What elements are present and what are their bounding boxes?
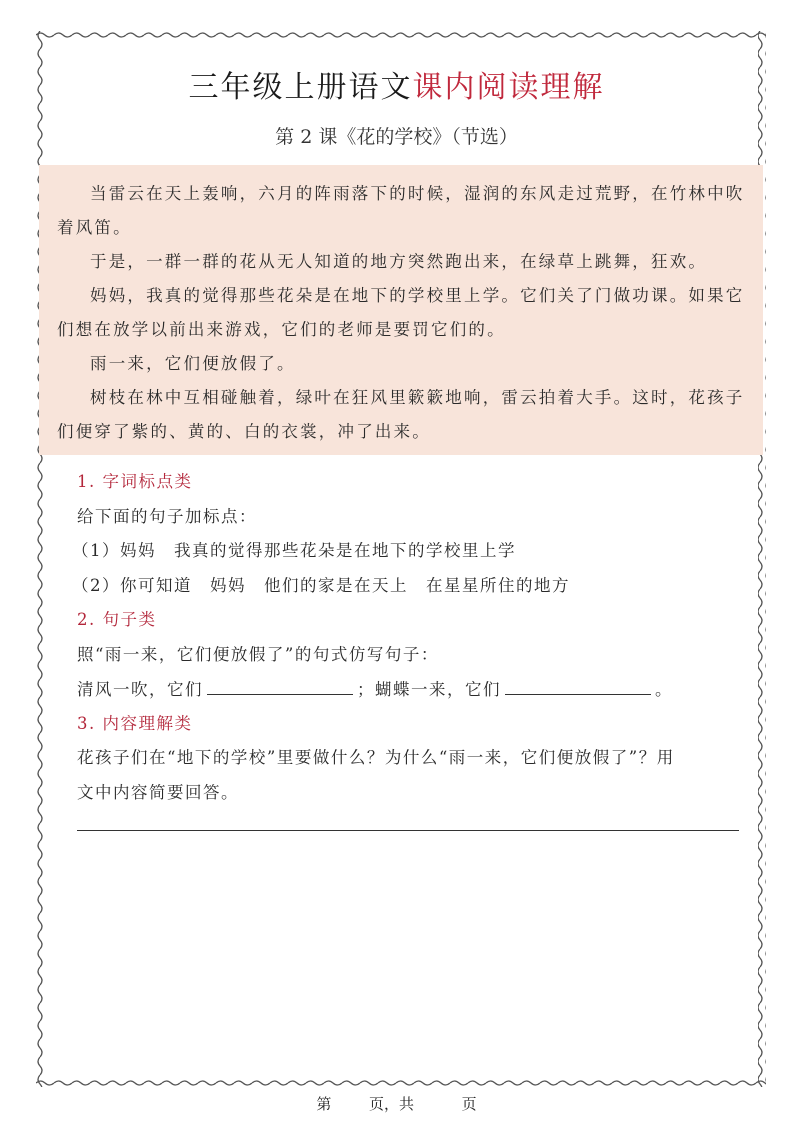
passage-paragraph: 雨一来，它们便放假了。 bbox=[90, 354, 296, 373]
question-2-fill-line bbox=[77, 676, 673, 700]
footer-page-suffix: 页 bbox=[461, 1095, 477, 1113]
question-3-heading: 3. 内容理解类 bbox=[77, 714, 193, 733]
page-footer bbox=[0, 1093, 793, 1114]
passage-paragraph: 于是，一群一群的花从无人知道的地方突然跑出来，在绿草上跳舞，狂欢。 bbox=[90, 252, 708, 271]
footer-page-mid: 页，共 bbox=[368, 1095, 414, 1113]
passage-paragraph: 妈妈，我真的觉得那些花朵是在地下的学校里上学。它们关了门做功课。如果它们想在放学以前出来游戏，它们的老师是要罚它们的。 bbox=[57, 286, 745, 339]
footer-page-prefix: 第 bbox=[316, 1095, 332, 1113]
answer-blank-1[interactable] bbox=[207, 680, 353, 695]
question-3-instruction-line-1: 花孩子们在“地下的学校”里要做什么？为什么“雨一来，它们便放假了”？用 bbox=[77, 748, 675, 767]
passage-paragraph: 树枝在林中互相碰触着，绿叶在狂风里簌簌地响，雷云拍着大手。这时，花孩子们便穿了紫的、黄的、白的衣裳，冲了出来。 bbox=[57, 388, 745, 441]
title-red: 课内阅读理解 bbox=[412, 70, 605, 105]
question-3-instruction-line-2: 文中内容简要回答。 bbox=[77, 783, 239, 802]
answer-blank-2[interactable] bbox=[505, 680, 651, 695]
page-title bbox=[0, 62, 793, 106]
reading-passage bbox=[39, 165, 763, 455]
fill-text-3: 。 bbox=[655, 680, 673, 699]
question-2-instruction: 照“雨一来，它们便放假了”的句式仿写句子： bbox=[77, 645, 439, 664]
question-2-heading: 2. 句子类 bbox=[77, 610, 157, 629]
question-1-item-2: （2）你可知道 妈妈 他们的家是在天上 在星星所住的地方 bbox=[72, 576, 570, 595]
lesson-subtitle: 第 2 课《花的学校》（节选） bbox=[275, 126, 518, 148]
title-black: 三年级上册语文 bbox=[188, 70, 413, 105]
fill-text-2: ；蝴蝶一来，它们 bbox=[357, 680, 501, 699]
question-1-instruction: 给下面的句子加标点： bbox=[77, 507, 257, 526]
question-1-item-1: （1）妈妈 我真的觉得那些花朵是在地下的学校里上学 bbox=[72, 541, 516, 560]
fill-text-1: 清风一吹，它们 bbox=[77, 680, 203, 699]
passage-paragraph: 当雷云在天上轰响，六月的阵雨落下的时候，湿润的东风走过荒野，在竹林中吹着风笛。 bbox=[57, 184, 745, 237]
answer-line[interactable] bbox=[77, 830, 739, 831]
question-1-heading: 1. 字词标点类 bbox=[77, 472, 193, 491]
